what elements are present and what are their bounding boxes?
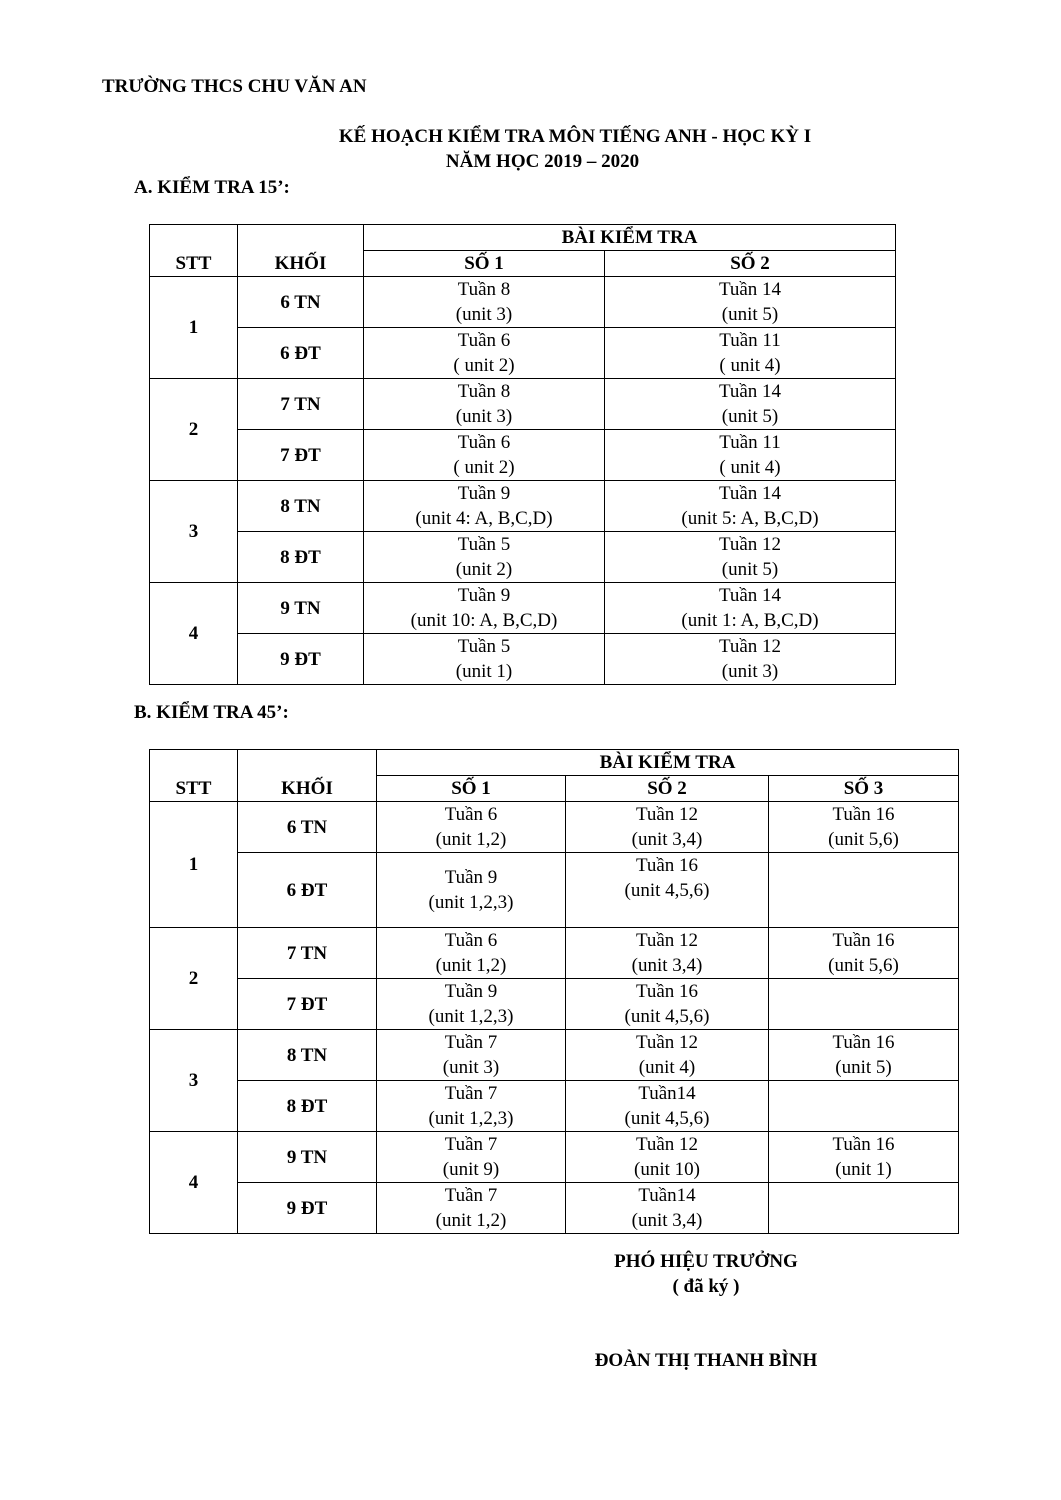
table-row (150, 1132, 959, 1183)
school-name: TRƯỜNG THCS CHU VĂN AN (102, 76, 367, 97)
table-row (150, 430, 896, 481)
so2-cell: Tuần14 (unit 3,4) (566, 1183, 769, 1234)
so1-cell: Tuần 9 (unit 1,2,3) (377, 979, 566, 1030)
table-row (150, 379, 896, 430)
stt-cell: 1 (150, 277, 238, 379)
header-so-2: SỐ 2 (566, 776, 769, 802)
khoi-cell: 9 ĐT (238, 634, 364, 685)
stt-cell: 3 (150, 481, 238, 583)
khoi-cell: 7 TN (238, 928, 377, 979)
table-row (150, 1081, 959, 1132)
section-a-heading: A. KIỂM TRA 15’: (134, 177, 290, 198)
stt-cell: 2 (150, 379, 238, 481)
so1-cell: Tuần 7 (unit 3) (377, 1030, 566, 1081)
header-bai-kiem-tra: BÀI KIỂM TRA (364, 225, 896, 251)
so3-cell: Tuần 16 (unit 5,6) (769, 928, 959, 979)
so1-cell: Tuần 7 (unit 1,2) (377, 1183, 566, 1234)
so1-cell: Tuần 6 ( unit 2) (364, 430, 605, 481)
table-row (150, 1183, 959, 1234)
header-stt: STT (150, 225, 238, 277)
so1-cell: Tuần 8 (unit 3) (364, 379, 605, 430)
so3-cell: Tuần 16 (unit 1) (769, 1132, 959, 1183)
stt-cell: 2 (150, 928, 238, 1030)
so2-cell: Tuần 12 (unit 3,4) (566, 928, 769, 979)
so3-cell: Tuần 16 (unit 5) (769, 1030, 959, 1081)
so2-cell: Tuần14 (unit 4,5,6) (566, 1081, 769, 1132)
khoi-cell: 8 ĐT (238, 1081, 377, 1132)
khoi-cell: 8 TN (238, 1030, 377, 1081)
so3-cell: Tuần 16 (unit 5,6) (769, 802, 959, 853)
header-khoi: KHỐI (238, 225, 364, 277)
khoi-cell: 9 TN (238, 583, 364, 634)
khoi-cell: 9 TN (238, 1132, 377, 1183)
table-45-minute-tests (149, 749, 959, 1234)
header-stt: STT (150, 750, 238, 802)
khoi-cell: 6 TN (238, 802, 377, 853)
so2-cell: Tuần 12 (unit 4) (566, 1030, 769, 1081)
so2-cell: Tuần 14 (unit 5) (605, 277, 896, 328)
so1-cell: Tuần 7 (unit 9) (377, 1132, 566, 1183)
so1-cell: Tuần 6 (unit 1,2) (377, 802, 566, 853)
so1-cell: Tuần 9 (unit 10: A, B,C,D) (364, 583, 605, 634)
so1-cell: Tuần 9 (unit 4: A, B,C,D) (364, 481, 605, 532)
signature-note: ( đã ký ) (672, 1276, 740, 1297)
header-so-1: SỐ 1 (364, 251, 605, 277)
table-15-minute-tests (149, 224, 896, 685)
so2-cell: Tuần 14 (unit 5: A, B,C,D) (605, 481, 896, 532)
khoi-cell: 6 ĐT (238, 328, 364, 379)
khoi-cell: 9 ĐT (238, 1183, 377, 1234)
so2-cell: Tuần 14 (unit 5) (605, 379, 896, 430)
header-so-2: SỐ 2 (605, 251, 896, 277)
so3-cell (769, 1183, 959, 1234)
so1-cell: Tuần 6 ( unit 2) (364, 328, 605, 379)
khoi-cell: 7 TN (238, 379, 364, 430)
table-row (150, 532, 896, 583)
so2-cell: Tuần 16 (unit 4,5,6) (566, 979, 769, 1030)
header-so-3: SỐ 3 (769, 776, 959, 802)
stt-cell: 1 (150, 802, 238, 928)
stt-cell: 4 (150, 1132, 238, 1234)
so3-cell (769, 853, 959, 928)
header-so-1: SỐ 1 (377, 776, 566, 802)
so3-cell (769, 1081, 959, 1132)
table-row (150, 277, 896, 328)
so2-cell: Tuần 14 (unit 1: A, B,C,D) (605, 583, 896, 634)
school-year: NĂM HỌC 2019 – 2020 (445, 151, 640, 172)
so2-cell: Tuần 12 (unit 3) (605, 634, 896, 685)
khoi-cell: 7 ĐT (238, 430, 364, 481)
so2-cell: Tuần 12 (unit 10) (566, 1132, 769, 1183)
khoi-cell: 6 ĐT (238, 853, 377, 928)
table-row (150, 328, 896, 379)
khoi-cell: 8 ĐT (238, 532, 364, 583)
signature-role: PHÓ HIỆU TRƯỞNG (614, 1251, 798, 1272)
table-row (150, 1030, 959, 1081)
so1-cell: Tuần 5 (unit 1) (364, 634, 605, 685)
section-b-heading: B. KIỂM TRA 45’: (134, 702, 289, 723)
so1-cell: Tuần 9 (unit 1,2,3) (377, 853, 566, 928)
so1-cell: Tuần 7 (unit 1,2,3) (377, 1081, 566, 1132)
table-row (150, 802, 959, 853)
so1-cell: Tuần 6 (unit 1,2) (377, 928, 566, 979)
stt-cell: 3 (150, 1030, 238, 1132)
table-row (150, 853, 959, 928)
table-row (150, 928, 959, 979)
so2-cell: Tuần 11 ( unit 4) (605, 430, 896, 481)
signature-name: ĐOÀN THỊ THANH BÌNH (594, 1350, 818, 1371)
so1-cell: Tuần 8 (unit 3) (364, 277, 605, 328)
khoi-cell: 6 TN (238, 277, 364, 328)
so2-cell: Tuần 12 (unit 5) (605, 532, 896, 583)
so3-cell (769, 979, 959, 1030)
header-bai-kiem-tra: BÀI KIỂM TRA (377, 750, 959, 776)
table-row (150, 634, 896, 685)
header-khoi: KHỐI (238, 750, 377, 802)
so2-cell: Tuần 11 ( unit 4) (605, 328, 896, 379)
khoi-cell: 7 ĐT (238, 979, 377, 1030)
so2-cell: Tuần 16 (unit 4,5,6) (566, 853, 769, 928)
khoi-cell: 8 TN (238, 481, 364, 532)
table-row (150, 979, 959, 1030)
stt-cell: 4 (150, 583, 238, 685)
so1-cell: Tuần 5 (unit 2) (364, 532, 605, 583)
table-row (150, 583, 896, 634)
so2-cell: Tuần 12 (unit 3,4) (566, 802, 769, 853)
table-row (150, 481, 896, 532)
document-title: KẾ HOẠCH KIỂM TRA MÔN TIẾNG ANH - HỌC KỲ I (338, 126, 812, 147)
